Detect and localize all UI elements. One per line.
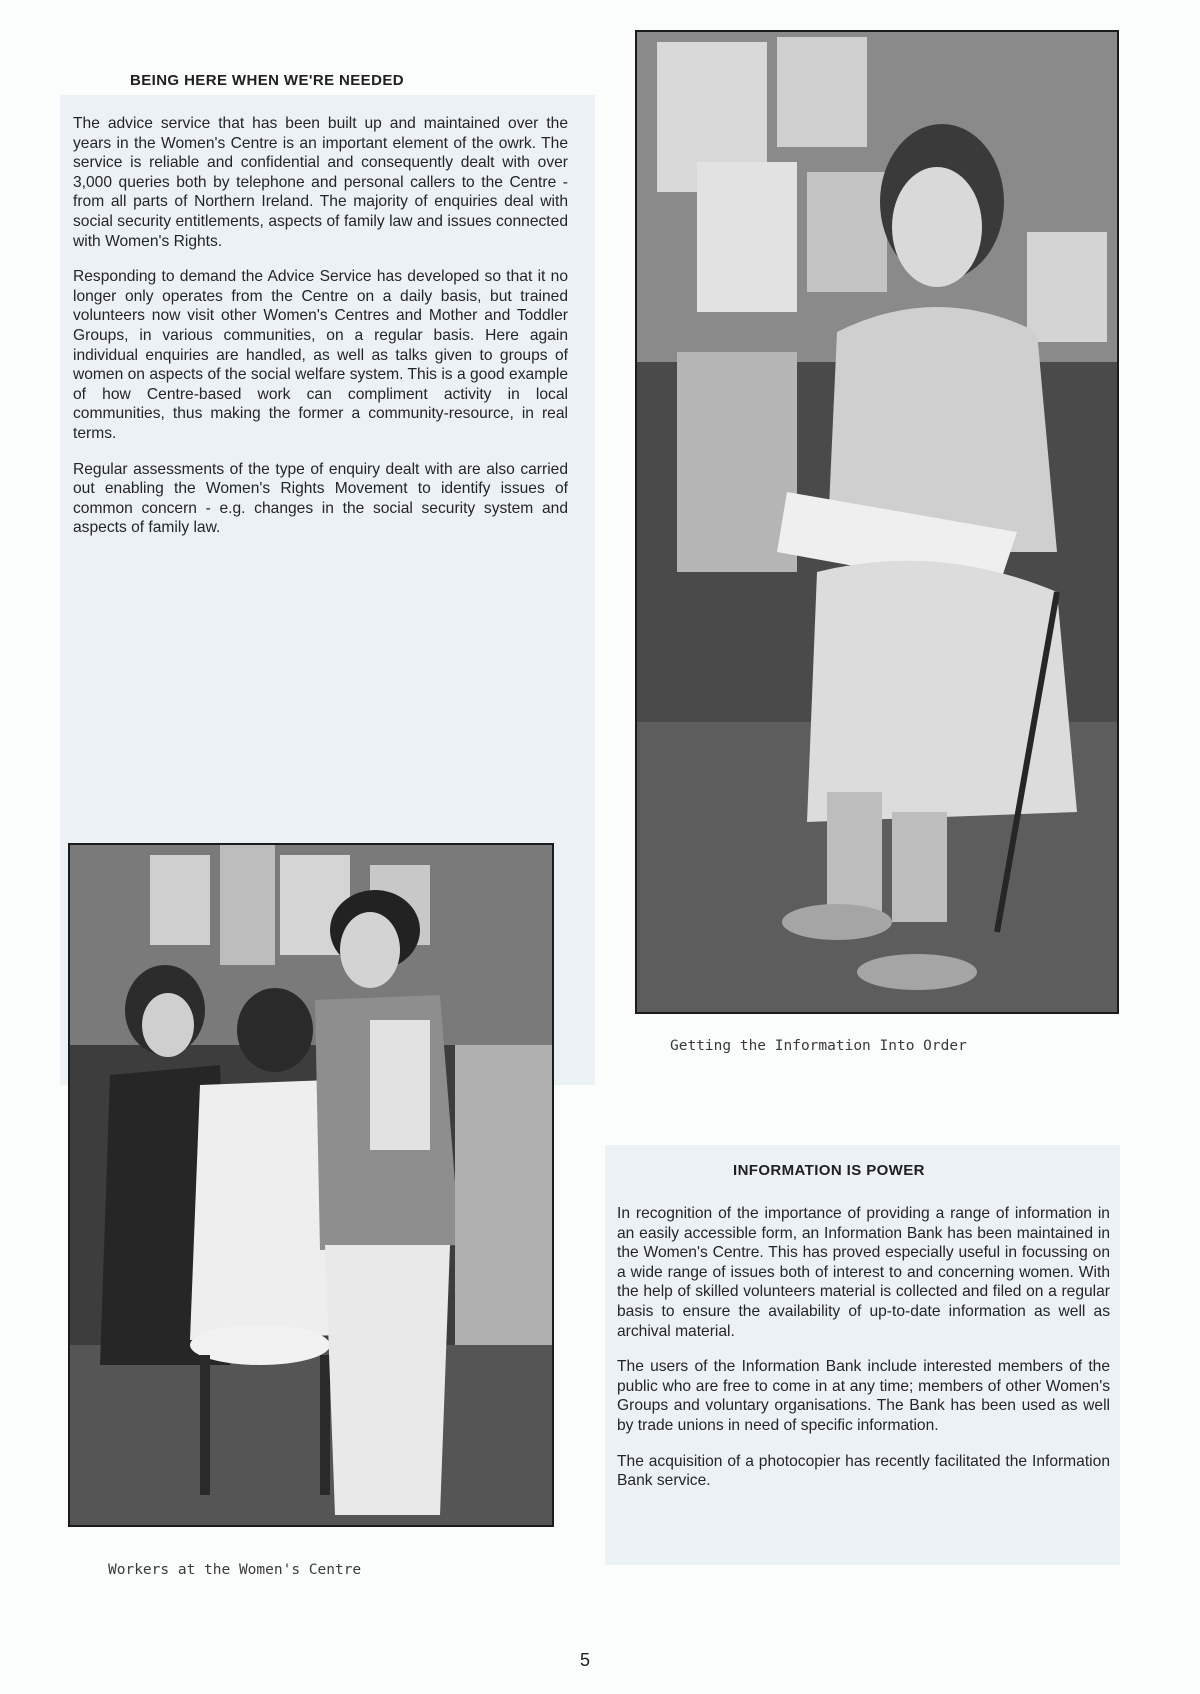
paragraph: The users of the Information Bank include interested members of the public who are free to come in at any time; members of other Women's Groups and voluntary organisations. The Bank has been used as well by trade unions in need of specific information.: [617, 1358, 1110, 1434]
photo-workers-at-centre: [68, 843, 554, 1527]
section-heading-being-here: BEING HERE WHEN WE'RE NEEDED: [130, 72, 404, 89]
paragraph: The advice service that has been built up and maintained over the years in the Women's Centre is an important element of the owrk. The service is reliable and confidential and consequently dealt with over 3,000 queries both by telephone and personal callers to the Centre - from all parts of Northern Ireland. The majority of enquiries deal with social security entitlements, aspects of family law and issues connected with Women's Rights.: [73, 115, 568, 250]
paragraph: In recognition of the importance of providing a range of information in an easily accessible form, an Information Bank has been maintained in the Women's Centre. This has proved especially useful in focussing on a wide range of issues both of interest to and concerning women. With the help of skilled volunteers material is collected and filed on a regular basis to ensure the availability of up-to-date information as well as archival material.: [617, 1205, 1110, 1340]
caption-workers: Workers at the Women's Centre: [108, 1562, 362, 1578]
section-body-information-power: [617, 1204, 1110, 1507]
photo-workers-illustration: [70, 845, 552, 1525]
paragraph: Regular assessments of the type of enquiry dealt with are also carried out enabling the Women's Rights Movement to identify issues of common concern - e.g. changes in the social security system and aspects of family law.: [73, 460, 568, 537]
section-heading-information-power: INFORMATION IS POWER: [733, 1162, 925, 1179]
photo-woman-with-papers: [635, 30, 1119, 1014]
section-body-being-here: [73, 114, 568, 554]
paragraph: Responding to demand the Advice Service has developed so that it no longer only operates from the Centre on a daily basis, but trained volunteers now visit other Women's Centres and Mother and Toddler Groups, in various communities, on a regular basis. Here again individual enquiries are handled, as well as talks given to groups of women on aspects of the social welfare system. This is a good example of how Centre-based work can compliment activity in local communities, thus making the former a community-resource, in real terms.: [73, 268, 568, 442]
photo-woman-illustration: [637, 32, 1117, 1012]
paragraph: The acquisition of a photocopier has recently facilitated the Information Bank service.: [617, 1452, 1110, 1490]
caption-getting-information: Getting the Information Into Order: [670, 1038, 967, 1054]
page-number: 5: [580, 1650, 591, 1670]
